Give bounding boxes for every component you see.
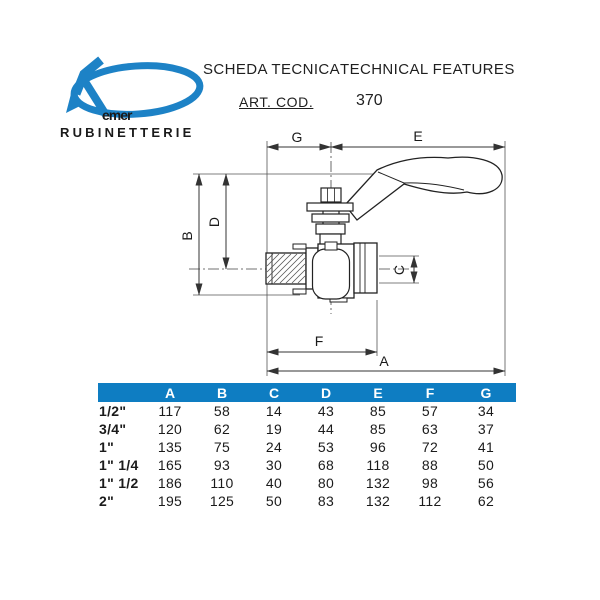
table-cell: 40	[265, 475, 283, 491]
table-cell: 112	[418, 493, 442, 509]
row-size-label: 2"	[99, 493, 115, 509]
table-cell: 34	[477, 403, 495, 419]
table-cell: 118	[366, 457, 390, 473]
table-cell: 37	[477, 421, 495, 437]
table-cell: 165	[157, 457, 183, 473]
table-cell: 83	[317, 493, 335, 509]
column-header: B	[216, 384, 228, 401]
dim-label-e: E	[413, 128, 423, 144]
row-size-label: 3/4"	[99, 421, 127, 437]
row-size-label: 1" 1/2	[99, 475, 139, 491]
dim-label-d: D	[206, 216, 222, 228]
table-cell: 68	[317, 457, 335, 473]
column-header: C	[268, 384, 280, 401]
logo-subtitle: RUBINETTERIE	[60, 125, 195, 140]
table-cell: 58	[213, 403, 231, 419]
table-cell: 135	[157, 439, 183, 455]
table-cell: 120	[157, 421, 183, 437]
dim-label-g: G	[291, 129, 303, 145]
logo-wordmark: emer	[102, 107, 132, 123]
table-cell: 72	[421, 439, 439, 455]
table-cell: 132	[365, 493, 391, 509]
valve-body	[266, 242, 377, 302]
table-cell: 63	[421, 421, 439, 437]
art-code-value: 370	[356, 92, 383, 109]
table-cell: 125	[209, 493, 235, 509]
table-row	[98, 474, 516, 492]
dim-label-f: F	[314, 333, 324, 349]
column-header: A	[164, 384, 176, 401]
table-cell: 19	[265, 421, 283, 437]
table-cell: 50	[265, 493, 283, 509]
table-cell: 50	[477, 457, 495, 473]
table-cell: 62	[477, 493, 495, 509]
packing-plate	[312, 214, 349, 222]
table-cell: 96	[369, 439, 387, 455]
column-header: F	[425, 384, 435, 401]
handle-outline	[345, 157, 502, 220]
table-row	[98, 456, 516, 474]
hex-flat-tab-bottom	[293, 289, 306, 294]
stem-top-nut	[321, 188, 341, 202]
table-cell: 57	[421, 403, 439, 419]
centerlines	[189, 142, 412, 314]
row-size-label: 1"	[99, 439, 115, 455]
table-cell: 80	[317, 475, 335, 491]
table-header-row	[98, 383, 516, 402]
valve-stem	[307, 188, 353, 248]
table-cell: 43	[317, 403, 335, 419]
table-row	[98, 402, 516, 420]
row-size-label: 1" 1/4	[99, 457, 139, 473]
table-row	[98, 438, 516, 456]
table-cell: 75	[213, 439, 231, 455]
outlet-end	[354, 243, 377, 293]
table-cell: 14	[265, 403, 283, 419]
table-row	[98, 492, 516, 510]
handle-wing-plate	[307, 203, 353, 211]
table-cell: 195	[157, 493, 183, 509]
table-cell: 85	[369, 403, 387, 419]
title-italian: SCHEDA TECNICA	[203, 61, 341, 78]
table-cell: 117	[158, 403, 182, 419]
table-cell: 98	[421, 475, 439, 491]
dim-label-a: A	[379, 353, 389, 369]
art-code-label: ART. COD.	[239, 94, 314, 110]
column-header: G	[480, 384, 492, 401]
table-cell: 93	[213, 457, 231, 473]
title-english: TECHNICAL FEATURES	[340, 61, 515, 78]
table-cell: 30	[265, 457, 283, 473]
table-row	[98, 420, 516, 438]
handle-lever	[345, 157, 502, 220]
gland-nut	[316, 224, 345, 234]
table-cell: 56	[477, 475, 495, 491]
row-size-label: 1/2"	[99, 403, 127, 419]
table-cell: 44	[317, 421, 335, 437]
column-header: E	[373, 384, 383, 401]
hex-flat-tab-top	[293, 244, 306, 249]
column-header: D	[320, 384, 332, 401]
table-cell: 62	[213, 421, 231, 437]
table-cell: 41	[477, 439, 495, 455]
table-cell: 24	[265, 439, 283, 455]
dim-label-b: B	[179, 231, 195, 241]
ball-barrel	[313, 249, 350, 299]
table-cell: 186	[157, 475, 183, 491]
dimension-table	[98, 383, 516, 510]
ball-stem-slot	[325, 242, 337, 250]
dim-label-c: C	[391, 264, 407, 276]
table-cell: 132	[365, 475, 391, 491]
table-cell: 53	[317, 439, 335, 455]
table-cell: 85	[369, 421, 387, 437]
table-cell: 110	[210, 475, 234, 491]
table-cell: 88	[421, 457, 439, 473]
